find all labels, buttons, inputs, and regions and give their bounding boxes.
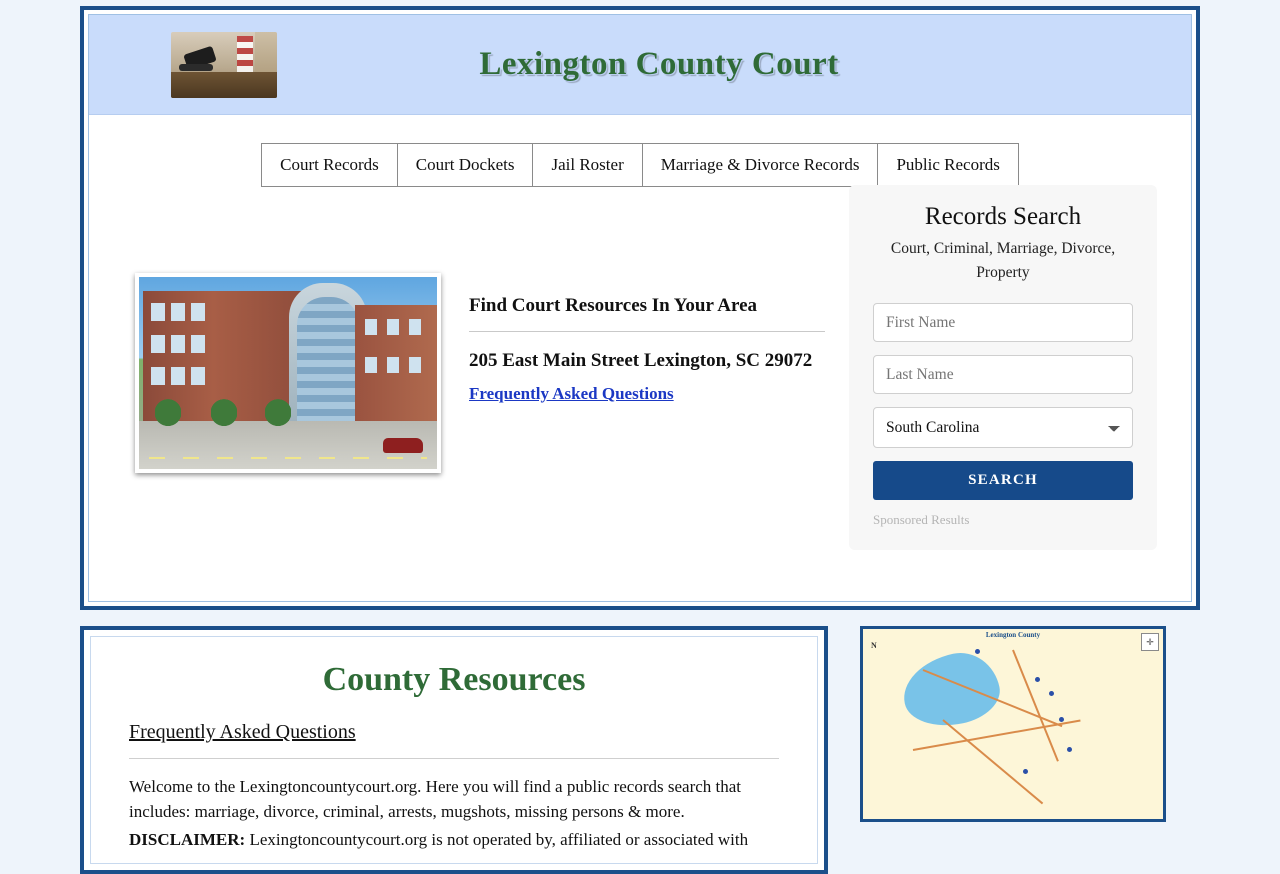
map-title: Lexington County [985,631,1041,639]
main-navigation [89,115,1191,187]
search-button[interactable]: SEARCH [873,461,1133,500]
hero-heading: Find Court Resources In Your Area [469,295,825,332]
county-resources-paragraph: Welcome to the Lexingtoncountycourt.org. Here you will find a public records search that includes: marriage, divorce, criminal, arrests, mugshots, missing persons & more. [129,777,742,821]
site-header [89,15,1191,115]
records-search-title: Records Search [924,203,1082,230]
records-search-panel [849,185,1157,550]
lower-section [80,626,1200,874]
state-select[interactable] [873,407,1133,448]
courtroom-gavel-image [171,32,277,98]
hero-left-column [109,201,849,581]
county-resources-panel [80,626,828,874]
county-resources-subheading: Frequently Asked Questions [129,721,779,759]
sponsored-results-label: Sponsored Results [873,512,970,528]
records-search-subtitle: Court, Criminal, Marriage, Divorce, Property [890,240,1116,282]
hero-info-column [469,273,825,581]
last-name-input[interactable] [873,355,1133,394]
map-compass-label: N [871,641,877,650]
county-resources-title: County Resources [322,661,586,698]
main-page-frame [80,6,1200,610]
disclaimer-label: DISCLAIMER: [129,830,246,850]
nav-item-jail-roster[interactable]: Jail Roster [533,144,642,186]
nav-item-court-records[interactable]: Court Records [262,144,398,186]
first-name-input[interactable] [873,303,1133,342]
hero-section [89,187,1191,601]
page-inner-frame [88,14,1192,602]
court-address: 205 East Main Street Lexington, SC 29072 [469,350,813,371]
disclaimer-line [129,824,779,853]
county-resources-inner [90,636,818,864]
county-map-image[interactable] [860,626,1166,822]
courthouse-image [135,273,441,473]
compass-icon: ✛ [1141,633,1159,651]
nav-item-marriage-divorce-records[interactable]: Marriage & Divorce Records [643,144,879,186]
disclaimer-text: Lexingtoncountycourt.org is not operated by, affiliated or associated with [245,830,749,850]
nav-item-public-records[interactable]: Public Records [878,144,1017,186]
nav-item-court-dockets[interactable]: Court Dockets [398,144,534,186]
faq-link[interactable]: Frequently Asked Questions [469,384,674,403]
nav-bar [261,143,1019,187]
page-title: Lexington County Court [479,46,839,82]
